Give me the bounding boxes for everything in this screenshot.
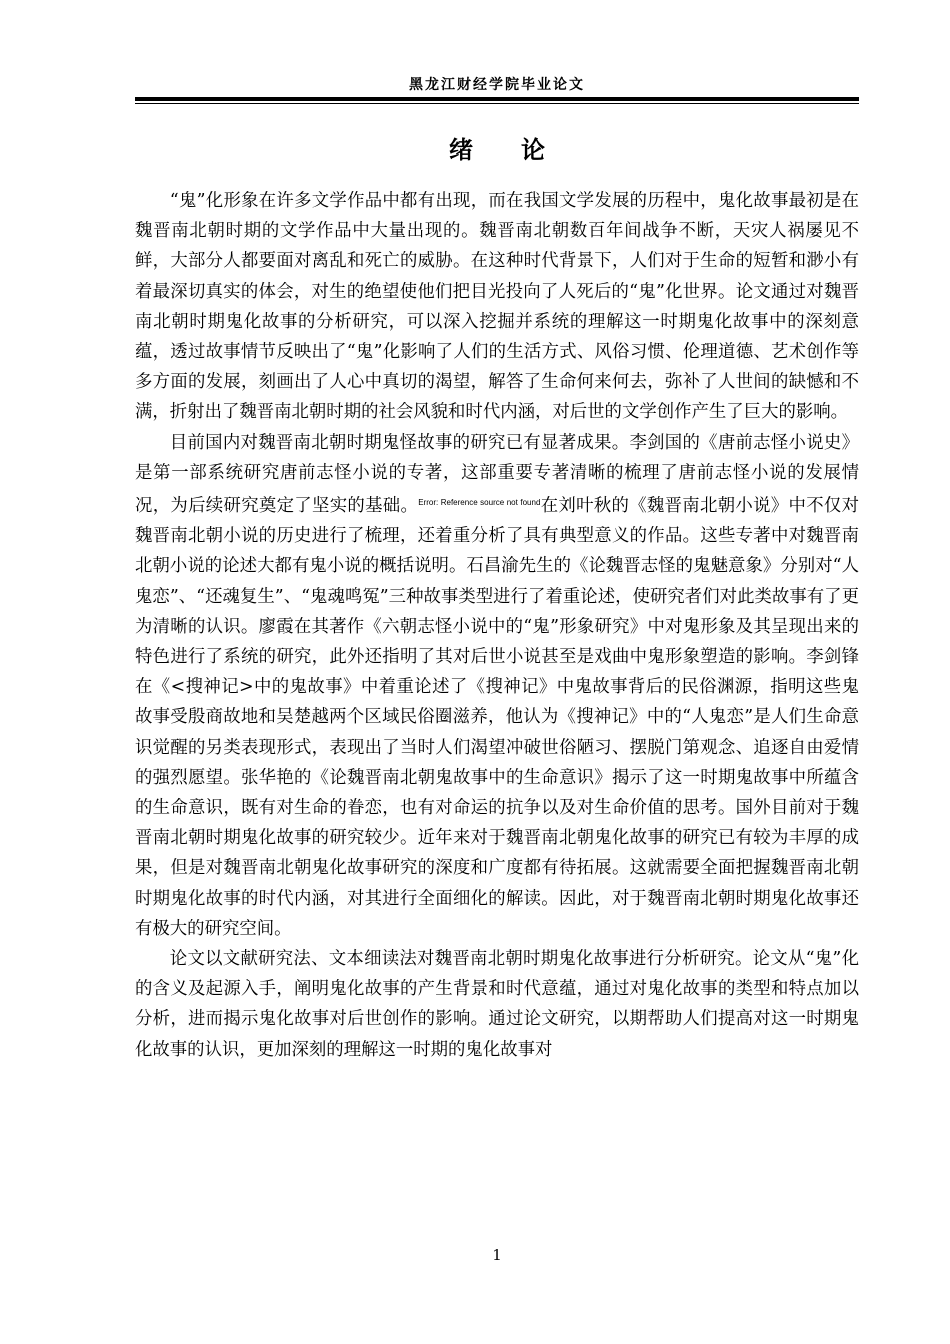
paragraph-2-text-b: 在刘叶秋的《魏晋南北朝小说》中不仅对魏晋南北朝小说的历史进行了梳理，还着重分析了具有典型意义的作品。这些专著中对魏晋南北朝小说的论述大都有鬼小说的概括说明。石昌渝先生的《论魏晋志怪的鬼魅意象》分别对“人鬼恋”、“还魂复生”、“鬼魂鸣冤”三种故事类型进行了着重论述，使研究者们对此类故事有了更为清晰的认识。廖霞在其著作《六朝志怪小说中的“鬼”形象研究》中对鬼形象及其呈现出来的特色进行了系统的研究，此外还指明了其对后世小说甚至是戏曲中鬼形象塑造的影响。李剑锋在《<搜神记>中的鬼故事》中着重论述了《搜神记》中鬼故事背后的民俗渊源，指明这些鬼故事受殷商故地和吴楚越两个区域民俗圈滋养，他认为《搜神记》中的“人鬼恋”是人们生命意识觉醒的另类表现形式，表现出了当时人们渴望冲破世俗陋习、摆脱门第观念、追逐自由爱情的强烈愿望。张华艳的《论魏晋南北朝鬼故事中的生命意识》揭示了这一时期鬼故事中所蕴含的生命意识，既有对生命的眷恋，也有对命运的抗争以及对生命价值的思考。国外目前对于魏晋南北朝时期鬼化故事的研究较少。近年来对于魏晋南北朝鬼化故事的研究已有较为丰厚的成果，但是对魏晋南北朝鬼化故事研究的深度和广度都有待拓展。这就需要全面把握魏晋南北朝时期鬼化故事的时代内涵，对其进行全面细化的解读。因此，对于魏晋南北朝时期鬼化故事还有极大的研究空间。 bbox=[135, 496, 859, 939]
title-char-left: 绪 bbox=[449, 135, 473, 164]
paragraph-3: 论文以文献研究法、文本细读法对魏晋南北朝时期鬼化故事进行分析研究。论文从“鬼”化的含义及起源入手，阐明鬼化故事的产生背景和时代意蕴，通过对鬼化故事的类型和特点加以分析，进而揭示鬼化故事对后世创作的影响。通过论文研究，以期帮助人们提高对这一时期鬼化故事的认识，更加深刻的理解这一时期的鬼化故事对 bbox=[135, 949, 859, 1060]
header-rule-thin bbox=[135, 103, 859, 104]
body-text bbox=[135, 186, 859, 1065]
paragraph-2 bbox=[135, 428, 859, 944]
page-number: 1 bbox=[492, 1246, 502, 1264]
header-rule-thick bbox=[135, 97, 859, 101]
page-title bbox=[135, 134, 859, 166]
paragraph-1: “鬼”化形象在许多文学作品中都有出现，而在我国文学发展的历程中，鬼化故事最初是在魏晋南北朝时期的文学作品中大量出现的。魏晋南北朝数百年间战争不断，天灾人祸屡见不鲜，大部分人都要面对离乱和死亡的威胁。在这种时代背景下，人们对于生命的短暂和渺小有着最深切真实的体会，对生的绝望使他们把目光投向了人死后的“鬼”化世界。论文通过对魏晋南北朝时期鬼化故事的分析研究，可以深入挖掘并系统的理解这一时期鬼化故事中的深刻意蕴，透过故事情节反映出了“鬼”化影响了人们的生活方式、风俗习惯、伦理道德、艺术创作等多方面的发展，刻画出了人心中真切的渴望，解答了生命何来何去，弥补了人世间的缺憾和不满，折射出了魏晋南北朝时期的社会风貌和时代内涵，对后世的文学创作产生了巨大的影响。 bbox=[135, 191, 859, 423]
reference-error-note: Error: Reference source not found bbox=[418, 498, 541, 508]
running-header: 黑龙江财经学院毕业论文 bbox=[409, 77, 585, 93]
title-char-right: 论 bbox=[521, 135, 545, 164]
paragraph-2-text-a: 目前国内对魏晋南北朝时期鬼怪故事的研究已有显著成果。李剑国的《唐前志怪小说史》是第一部系统研究唐前志怪小说的专著，这部重要专著清晰的梳理了唐前志怪小说的发展情况，为后续研究奠定了坚实的基础。 bbox=[135, 432, 859, 517]
